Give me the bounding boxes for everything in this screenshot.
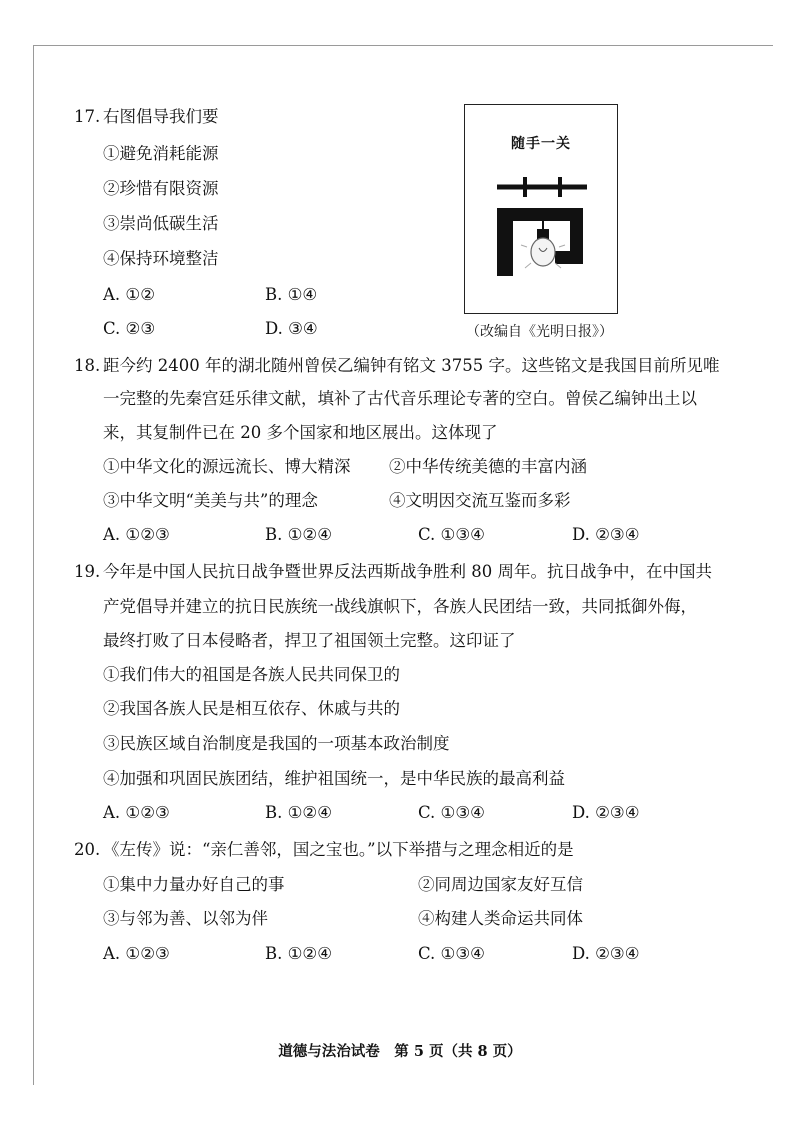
choice-a[interactable]: A. ①②③ bbox=[103, 525, 170, 544]
choice-b[interactable]: B. ①④ bbox=[265, 285, 318, 304]
figure-caption: （改编自《光明日报》） bbox=[466, 324, 613, 340]
choice-c[interactable]: C. ②③ bbox=[103, 319, 156, 338]
choice-c[interactable]: C. ①③④ bbox=[418, 803, 485, 822]
question-stem-line-2: 一完整的先秦宫廷乐律文献，填补了古代音乐理论专著的空白。曾侯乙编钟出土以 bbox=[103, 389, 697, 408]
choice-d[interactable]: D. ②③④ bbox=[572, 803, 640, 822]
statement-4: ④文明因交流互鉴而多彩 bbox=[389, 491, 571, 510]
light-switch-lightbulb-icon bbox=[465, 105, 616, 312]
choice-d[interactable]: D. ②③④ bbox=[572, 525, 640, 544]
question-stem-line-3: 最终打败了日本侵略者，捍卫了祖国领土完整。这印证了 bbox=[103, 631, 516, 650]
choice-b[interactable]: B. ①②④ bbox=[265, 525, 332, 544]
statement-3: ③崇尚低碳生活 bbox=[103, 214, 219, 233]
figure-title: 随手一关 bbox=[511, 136, 571, 152]
statement-1: ①中华文化的源远流长、博大精深 bbox=[103, 457, 351, 476]
page-border-left bbox=[33, 45, 34, 1085]
question-number: 18. bbox=[74, 356, 101, 375]
statement-2: ②珍惜有限资源 bbox=[103, 179, 219, 198]
question-stem: 右图倡导我们要 bbox=[103, 107, 219, 126]
question-stem-line-3: 来，其复制件已在 20 多个国家和地区展出。这体现了 bbox=[103, 423, 498, 442]
statement-3: ③中华文明“美美与共”的理念 bbox=[103, 491, 318, 510]
question-stem-line-1: 今年是中国人民抗日战争暨世界反法西斯战争胜利 80 周年。抗日战争中，在中国共 bbox=[103, 562, 712, 581]
question-stem: 《左传》说：“亲仁善邻，国之宝也。”以下举措与之理念相近的是 bbox=[103, 840, 574, 859]
question-number: 17. bbox=[74, 107, 101, 126]
page-footer: 道德与法治试卷 第 5 页（共 8 页） bbox=[278, 1043, 522, 1060]
illustration-figure bbox=[464, 104, 618, 314]
statement-1: ①我们伟大的祖国是各族人民共同保卫的 bbox=[103, 665, 400, 684]
choice-c[interactable]: C. ①③④ bbox=[418, 525, 485, 544]
statement-4: ④加强和巩固民族团结，维护祖国统一，是中华民族的最高利益 bbox=[103, 769, 565, 788]
statement-1: ①集中力量办好自己的事 bbox=[103, 875, 285, 894]
statement-1: ①避免消耗能源 bbox=[103, 144, 219, 163]
statement-2: ②同周边国家友好互信 bbox=[418, 875, 583, 894]
statement-3: ③与邻为善、以邻为伴 bbox=[103, 909, 268, 928]
statement-4: ④构建人类命运共同体 bbox=[418, 909, 583, 928]
choice-b[interactable]: B. ①②④ bbox=[265, 944, 332, 963]
question-number: 20. bbox=[74, 840, 101, 859]
choice-a[interactable]: A. ①② bbox=[103, 285, 155, 304]
question-stem-line-1: 距今约 2400 年的湖北随州曾侯乙编钟有铭文 3755 字。这些铭文是我国目前所见唯 bbox=[103, 356, 720, 375]
choice-d[interactable]: D. ②③④ bbox=[572, 944, 640, 963]
statement-2: ②中华传统美德的丰富内涵 bbox=[389, 457, 587, 476]
choice-b[interactable]: B. ①②④ bbox=[265, 803, 332, 822]
question-number: 19. bbox=[74, 562, 101, 581]
question-stem-line-2: 产党倡导并建立的抗日民族统一战线旗帜下，各族人民团结一致，共同抵御外侮， bbox=[103, 597, 697, 616]
page-border-top bbox=[33, 45, 773, 46]
choice-a[interactable]: A. ①②③ bbox=[103, 803, 170, 822]
statement-2: ②我国各族人民是相互依存、休戚与共的 bbox=[103, 699, 400, 718]
choice-c[interactable]: C. ①③④ bbox=[418, 944, 485, 963]
choice-d[interactable]: D. ③④ bbox=[265, 319, 318, 338]
statement-3: ③民族区域自治制度是我国的一项基本政治制度 bbox=[103, 734, 450, 753]
choice-a[interactable]: A. ①②③ bbox=[103, 944, 170, 963]
statement-4: ④保持环境整洁 bbox=[103, 249, 219, 268]
